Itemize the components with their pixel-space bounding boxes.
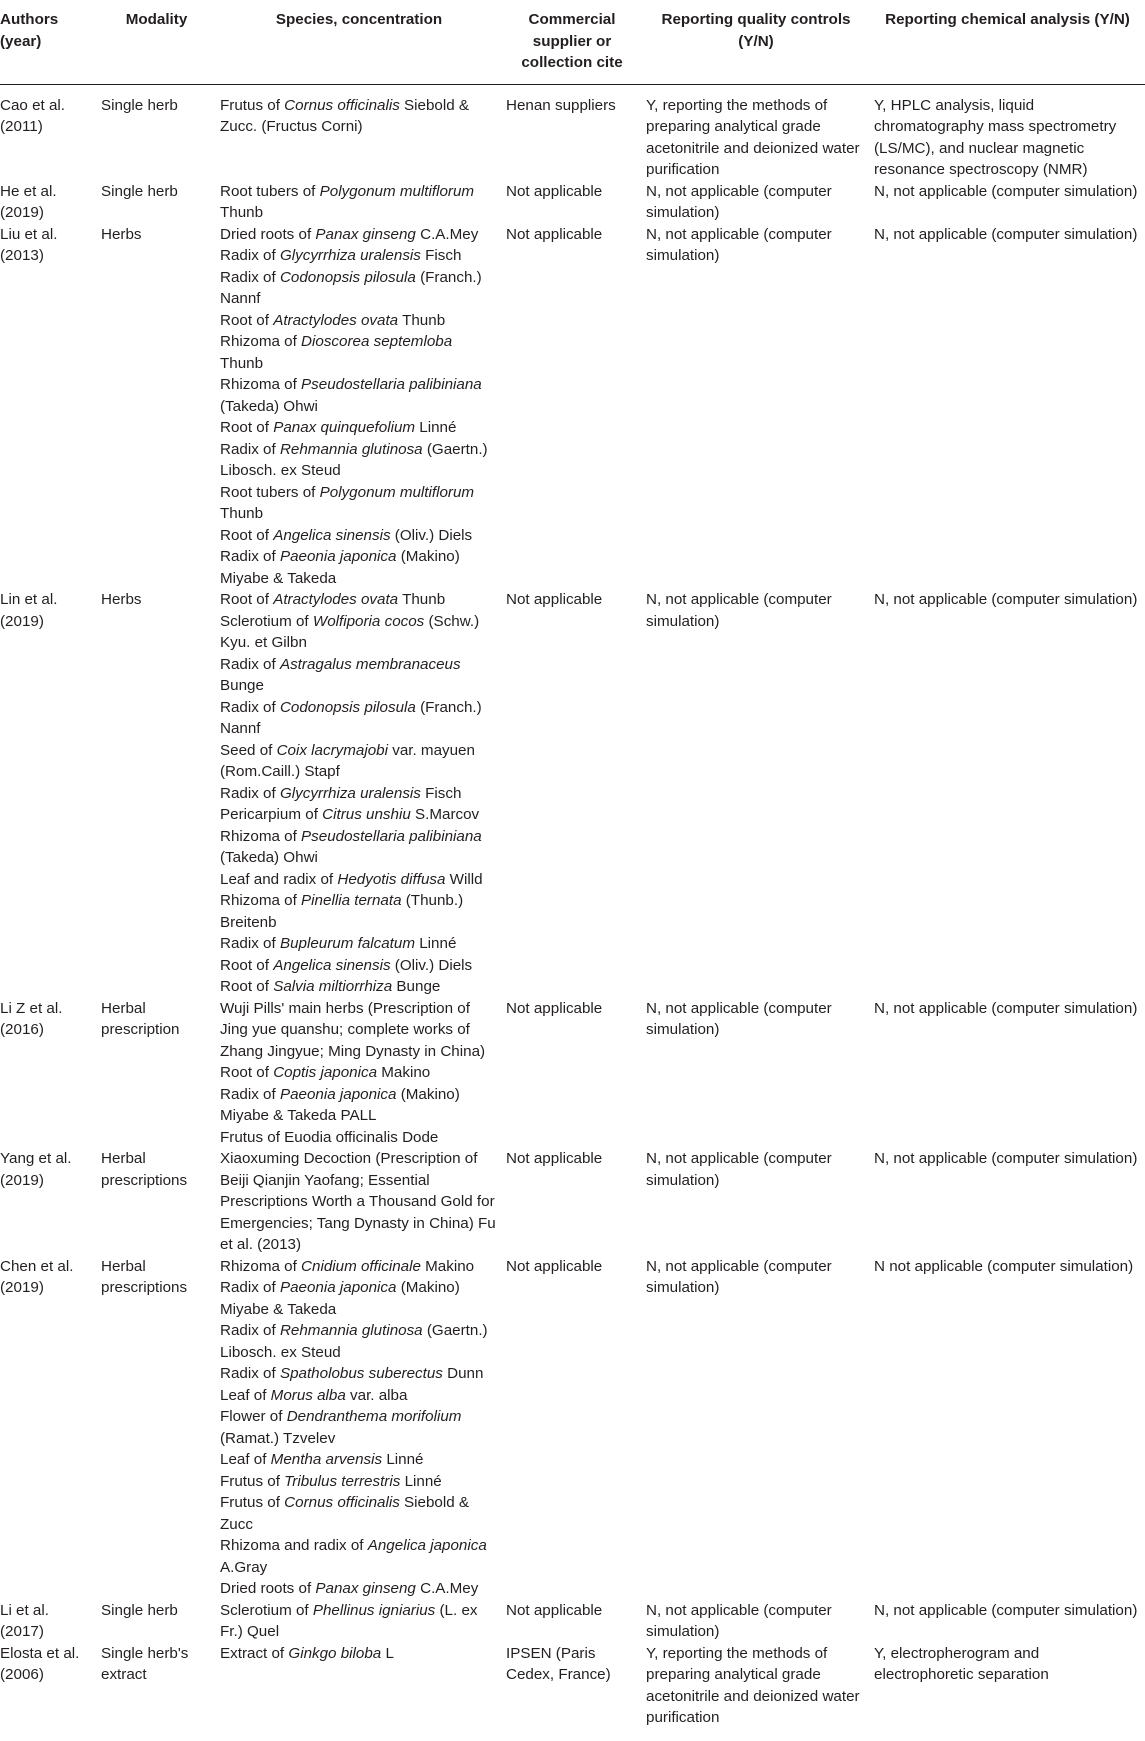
species-name: Paeonia japonica xyxy=(279,1279,397,1296)
species-text: Linné xyxy=(400,1472,442,1490)
species-text: A.Gray xyxy=(220,1558,268,1576)
species-line xyxy=(220,1535,498,1578)
species-text: Pericarpium of xyxy=(220,806,323,823)
table-row xyxy=(0,224,1145,590)
species-name: Angelica sinensis xyxy=(273,526,391,544)
species-text: Fisch xyxy=(420,784,462,802)
species-name: Atractylodes ovata xyxy=(273,591,399,608)
species-name: Coix lacrymajobi xyxy=(276,741,388,759)
header-supplier: Commercial supplier or collection cite xyxy=(502,0,642,84)
cell-quality-controls: N, not applicable (computer simulation) xyxy=(646,1601,832,1640)
species-line xyxy=(220,95,498,138)
cell-supplier: Not applicable xyxy=(506,182,603,200)
species-text: (Makino) Miyabe & Takeda xyxy=(220,1279,460,1318)
species-text: Fisch xyxy=(420,247,462,264)
cell-chemical-analysis: N, not applicable (computer simulation) xyxy=(874,1601,1138,1619)
species-text: Root of xyxy=(220,956,274,974)
species-line xyxy=(220,310,498,332)
species-name: Cornus officinalis xyxy=(284,1494,400,1511)
cell-quality-controls: N, not applicable (computer simulation) xyxy=(646,182,832,221)
cell-modality: Single herb's extract xyxy=(101,1644,189,1683)
species-name: Spatholobus suberectus xyxy=(279,1365,443,1382)
cell-species xyxy=(216,224,502,590)
table-body xyxy=(0,84,1145,1729)
header-modality: Modality xyxy=(97,0,216,84)
cell-quality-controls: N, not applicable (computer simulation) xyxy=(646,591,832,630)
species-text: Bunge xyxy=(220,677,264,694)
header-species: Species, concentration xyxy=(216,0,502,84)
species-line xyxy=(220,826,498,869)
species-line xyxy=(220,1062,498,1084)
cell-modality: Herbs xyxy=(101,591,142,608)
species-text: Thunb xyxy=(398,311,446,329)
cell-author: Li Z et al. (2016) xyxy=(0,999,63,1038)
species-line xyxy=(220,976,498,998)
cell-chemical-analysis: Y, HPLC analysis, liquid chromatography mass spectrometry (LS/MC), and nuclear magnetic resonance spectroscopy (NMR) xyxy=(874,96,1117,178)
cell-modality: Herbal prescription xyxy=(101,999,180,1038)
species-name: Angelica sinensis xyxy=(273,956,391,974)
species-line xyxy=(220,1256,498,1278)
cell-chemical-analysis: Y, electropherogram and electrophoretic separation xyxy=(874,1644,1049,1683)
species-line xyxy=(220,525,498,547)
species-text: Radix of xyxy=(220,1279,280,1296)
cell-quality-controls: N, not applicable (computer simulation) xyxy=(646,1257,832,1296)
species-name: Wolfiporia cocos xyxy=(312,612,425,630)
species-text: Root tubers of xyxy=(220,182,320,200)
species-line xyxy=(220,1084,498,1127)
species-text: Radix of xyxy=(220,548,280,565)
species-line xyxy=(220,611,498,654)
species-text: (Thunb.) Breitenb xyxy=(220,892,464,931)
species-text: Thunb xyxy=(220,354,264,372)
species-line xyxy=(220,546,498,589)
species-text: (Gaertn.) Libosch. ex Steud xyxy=(220,440,488,479)
species-text: S.Marcov xyxy=(410,806,480,823)
species-name: Panax quinquefolium xyxy=(273,419,416,436)
species-text: Linné xyxy=(415,419,457,436)
species-name: Morus alba xyxy=(270,1386,346,1404)
species-line xyxy=(220,697,498,740)
species-line xyxy=(220,439,498,482)
species-text: Leaf of xyxy=(220,1386,271,1404)
table-row xyxy=(0,998,1145,1149)
species-text: Leaf and radix of xyxy=(220,870,338,888)
species-text: Seed of xyxy=(220,741,277,759)
cell-quality-controls: N, not applicable (computer simulation) xyxy=(646,999,832,1038)
cell-quality-controls: Y, reporting the methods of preparing analytical grade acetonitrile and deionized water purification xyxy=(646,96,860,178)
species-name: Dendranthema morifolium xyxy=(286,1408,462,1425)
cell-author: Lin et al. (2019) xyxy=(0,591,58,630)
cell-author: Elosta et al. (2006) xyxy=(0,1644,80,1683)
cell-author: He et al. (2019) xyxy=(0,182,57,221)
species-line xyxy=(220,245,498,267)
species-text: Radix of xyxy=(220,1085,280,1103)
species-text: Frutus of Euodia officinalis Dode xyxy=(220,1128,439,1146)
cell-chemical-analysis: N, not applicable (computer simulation) xyxy=(874,1150,1138,1167)
species-text: Leaf of xyxy=(220,1451,271,1468)
cell-chemical-analysis: N not applicable (computer simulation) xyxy=(874,1257,1134,1275)
species-name: Pseudostellaria palibiniana xyxy=(301,376,482,393)
species-text: Frutus of xyxy=(220,1494,285,1511)
header-chemical-analysis: Reporting chemical analysis (Y/N) xyxy=(870,0,1145,84)
table-row xyxy=(0,589,1145,998)
species-line xyxy=(220,267,498,310)
species-text: Dunn xyxy=(442,1365,484,1382)
species-text: (Franch.) Nannf xyxy=(220,698,482,737)
species-text: Linné xyxy=(382,1451,424,1468)
cell-quality-controls: Y, reporting the methods of preparing analytical grade acetonitrile and deionized water purification xyxy=(646,1644,860,1726)
species-text: Root of xyxy=(220,419,274,436)
species-name: Paeonia japonica xyxy=(279,548,397,565)
cell-species xyxy=(216,1600,502,1643)
species-name: Astragalus membranaceus xyxy=(279,655,461,673)
species-line xyxy=(220,1643,498,1665)
species-line xyxy=(220,890,498,933)
species-text: Root of xyxy=(220,978,274,995)
header-quality-controls: Reporting quality controls (Y/N) xyxy=(642,0,870,84)
species-text: Makino xyxy=(420,1257,475,1275)
species-text: Rhizoma of xyxy=(220,376,302,393)
species-text: Rhizoma of xyxy=(220,1257,302,1275)
species-line xyxy=(220,1406,498,1449)
header-row xyxy=(0,0,1145,84)
table-row xyxy=(0,181,1145,224)
species-text: (Takeda) Ohwi xyxy=(220,397,318,415)
species-text: C.A.Mey xyxy=(415,225,479,243)
species-text: Root tubers of xyxy=(220,483,320,501)
species-text: Dried roots of xyxy=(220,225,316,243)
species-name: Glycyrrhiza uralensis xyxy=(279,784,421,802)
species-text: Root of xyxy=(220,591,274,608)
header-authors: Authors (year) xyxy=(0,0,97,84)
species-text: var. alba xyxy=(345,1386,408,1404)
species-line xyxy=(220,654,498,697)
species-text: (Gaertn.) Libosch. ex Steud xyxy=(220,1322,488,1361)
species-text: Rhizoma and radix of xyxy=(220,1537,368,1554)
cell-chemical-analysis: N, not applicable (computer simulation) xyxy=(874,182,1138,200)
species-line xyxy=(220,955,498,977)
table-row xyxy=(0,1256,1145,1600)
species-line xyxy=(220,589,498,611)
species-text: Rhizoma of xyxy=(220,333,302,350)
species-name: Dioscorea septemloba xyxy=(301,333,453,350)
species-name: Atractylodes ovata xyxy=(273,311,399,329)
species-text: Sclerotium of xyxy=(220,1601,313,1619)
cell-species xyxy=(216,589,502,998)
species-name: Rehmannia glutinosa xyxy=(279,440,423,458)
species-name: Rehmannia glutinosa xyxy=(279,1322,423,1339)
species-text: Rhizoma of xyxy=(220,892,302,909)
species-name: Coptis japonica xyxy=(273,1064,378,1081)
cell-modality: Herbs xyxy=(101,225,142,243)
cell-supplier: Not applicable xyxy=(506,999,603,1017)
cell-chemical-analysis: N, not applicable (computer simulation) xyxy=(874,591,1138,608)
species-line xyxy=(220,1600,498,1643)
species-text: var. mayuen (Rom.Caill.) Stapf xyxy=(220,741,475,780)
species-text: Makino xyxy=(377,1064,431,1081)
table-header xyxy=(0,0,1145,84)
species-text: Siebold & Zucc xyxy=(220,1494,470,1533)
species-text: Linné xyxy=(415,935,457,952)
species-text: C.A.Mey xyxy=(415,1580,479,1597)
species-text: (L. ex Fr.) Quel xyxy=(220,1601,478,1640)
species-text: Rhizoma of xyxy=(220,827,302,845)
species-text: Extract of xyxy=(220,1644,289,1662)
species-text: Wuji Pills' main herbs (Prescription of Jing yue quanshu; complete works of Zhang Jingyue; Ming Dynasty in China) xyxy=(220,999,486,1060)
species-name: Ginkgo biloba xyxy=(288,1644,382,1662)
species-name: Mentha arvensis xyxy=(270,1451,383,1468)
species-text: (Schw.) Kyu. et Gilbn xyxy=(220,612,480,651)
species-name: Paeonia japonica xyxy=(279,1085,397,1103)
species-name: Codonopsis pilosula xyxy=(279,698,416,716)
cell-modality: Single herb xyxy=(101,182,178,200)
species-text: (Takeda) Ohwi xyxy=(220,849,318,866)
species-text: Dried roots of xyxy=(220,1580,316,1597)
species-text: (Ramat.) Tzvelev xyxy=(220,1429,336,1447)
species-line xyxy=(220,1471,498,1493)
species-line xyxy=(220,482,498,525)
species-name: Polygonum multiflorum xyxy=(319,483,475,501)
species-name: Phellinus igniarius xyxy=(312,1601,436,1619)
species-text: Bunge xyxy=(392,978,441,995)
species-line xyxy=(220,417,498,439)
species-text: Radix of xyxy=(220,655,280,673)
cell-species xyxy=(216,1256,502,1600)
species-text: Radix of xyxy=(220,440,280,458)
species-text: Radix of xyxy=(220,1322,280,1339)
cell-author: Chen et al. (2019) xyxy=(0,1257,74,1296)
species-line xyxy=(220,783,498,805)
cell-supplier: Not applicable xyxy=(506,591,603,608)
species-text: Flower of xyxy=(220,1408,287,1425)
species-name: Hedyotis diffusa xyxy=(337,870,446,888)
cell-author: Yang et al. (2019) xyxy=(0,1150,72,1189)
cell-supplier: Henan suppliers xyxy=(506,96,616,114)
species-text: Frutus of xyxy=(220,96,285,114)
cell-quality-controls: N, not applicable (computer simulation) xyxy=(646,225,832,264)
cell-quality-controls: N, not applicable (computer simulation) xyxy=(646,1150,832,1189)
cell-supplier: IPSEN (Paris Cedex, France) xyxy=(506,1644,611,1683)
species-text: Thunb xyxy=(398,591,446,608)
species-text: (Makino) Miyabe & Takeda PALL xyxy=(220,1085,460,1124)
cell-modality: Herbal prescriptions xyxy=(101,1150,188,1189)
species-line xyxy=(220,224,498,246)
cell-species xyxy=(216,181,502,224)
species-line xyxy=(220,1449,498,1471)
species-text: Radix of xyxy=(220,698,280,716)
species-text: Root of xyxy=(220,1064,274,1081)
species-name: Salvia miltiorrhiza xyxy=(273,978,393,995)
species-text: Root of xyxy=(220,311,274,329)
species-text: (Franch.) Nannf xyxy=(220,268,482,307)
species-text: Radix of xyxy=(220,247,280,264)
species-line xyxy=(220,1127,498,1149)
species-name: Angelica japonica xyxy=(367,1537,487,1554)
species-name: Panax ginseng xyxy=(315,225,416,243)
table-row xyxy=(0,1600,1145,1643)
cell-supplier: Not applicable xyxy=(506,225,603,243)
species-text: Xiaoxuming Decoction (Prescription of Beiji Qianjin Yaofang; Essential Prescriptions Worth a Thousand Gold for Emergencies; Tang Dynasty in China) Fu et al. (2013) xyxy=(220,1150,496,1253)
species-name: Codonopsis pilosula xyxy=(279,268,416,286)
cell-chemical-analysis: N, not applicable (computer simulation) xyxy=(874,999,1138,1017)
species-line xyxy=(220,804,498,826)
species-name: Pinellia ternata xyxy=(301,892,402,909)
species-line xyxy=(220,181,498,224)
species-line xyxy=(220,1148,498,1256)
species-line xyxy=(220,740,498,783)
species-text: Thunb xyxy=(220,204,264,221)
species-text: Radix of xyxy=(220,784,280,802)
cell-author: Li et al. (2017) xyxy=(0,1601,49,1640)
species-line xyxy=(220,998,498,1063)
cell-species xyxy=(216,998,502,1149)
cell-modality: Herbal prescriptions xyxy=(101,1257,188,1296)
species-text: Sclerotium of xyxy=(220,612,313,630)
table-row xyxy=(0,84,1145,181)
species-line xyxy=(220,1363,498,1385)
species-line xyxy=(220,1578,498,1600)
species-name: Glycyrrhiza uralensis xyxy=(279,247,421,264)
species-text: Radix of xyxy=(220,1365,280,1382)
cell-author: Liu et al. (2013) xyxy=(0,225,58,264)
species-line xyxy=(220,331,498,374)
cell-supplier: Not applicable xyxy=(506,1150,603,1167)
cell-species xyxy=(216,84,502,181)
species-line xyxy=(220,374,498,417)
species-text: L xyxy=(381,1644,394,1662)
species-text: (Oliv.) Diels xyxy=(390,956,473,974)
species-text: (Oliv.) Diels xyxy=(390,526,473,544)
species-line xyxy=(220,1277,498,1320)
cell-chemical-analysis: N, not applicable (computer simulation) xyxy=(874,225,1138,243)
species-name: Polygonum multiflorum xyxy=(319,182,475,200)
species-name: Cnidium officinale xyxy=(301,1257,421,1275)
species-name: Panax ginseng xyxy=(315,1580,416,1597)
species-text: Thunb xyxy=(220,505,264,522)
species-text: Radix of xyxy=(220,268,280,286)
species-line xyxy=(220,1492,498,1535)
species-text: Radix of xyxy=(220,935,280,952)
species-text: Willd xyxy=(445,870,483,888)
cell-author: Cao et al. (2011) xyxy=(0,96,66,135)
cell-supplier: Not applicable xyxy=(506,1257,603,1275)
cell-modality: Single herb xyxy=(101,1601,178,1619)
cell-species xyxy=(216,1643,502,1729)
cell-modality: Single herb xyxy=(101,96,178,114)
table-row xyxy=(0,1148,1145,1256)
species-text: (Makino) Miyabe & Takeda xyxy=(220,548,460,587)
table-row xyxy=(0,1643,1145,1729)
species-line xyxy=(220,869,498,891)
species-line xyxy=(220,1385,498,1407)
species-text: Root of xyxy=(220,526,274,544)
species-name: Tribulus terrestris xyxy=(284,1472,401,1490)
species-line xyxy=(220,933,498,955)
species-name: Pseudostellaria palibiniana xyxy=(301,827,482,845)
species-name: Cornus officinalis xyxy=(284,96,400,114)
species-name: Bupleurum falcatum xyxy=(279,935,416,952)
species-text: Frutus of xyxy=(220,1472,285,1490)
species-text: Siebold & Zucc. (Fructus Corni) xyxy=(220,96,470,135)
species-line xyxy=(220,1320,498,1363)
cell-supplier: Not applicable xyxy=(506,1601,603,1619)
species-name: Citrus unshiu xyxy=(322,806,411,823)
cell-species xyxy=(216,1148,502,1256)
